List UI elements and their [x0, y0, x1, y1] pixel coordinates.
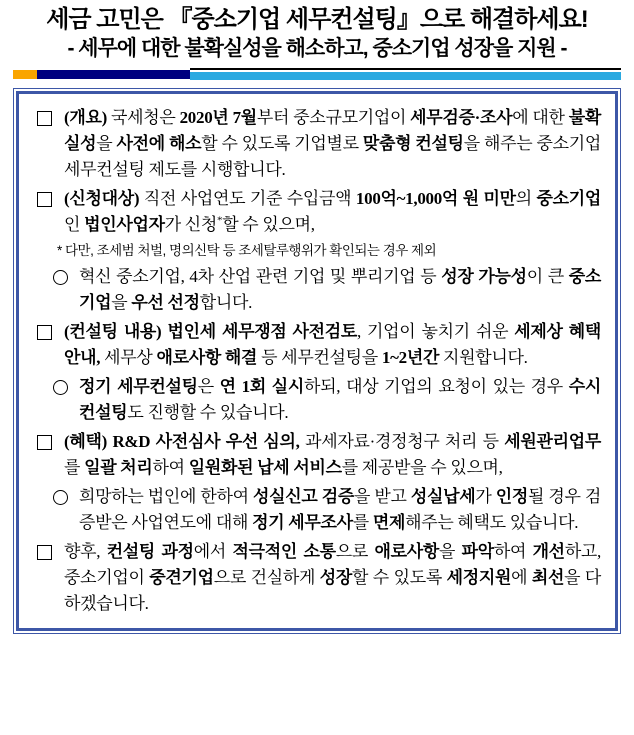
box-content [25, 105, 601, 617]
divider-topline [190, 68, 621, 70]
divider-orange-segment [13, 70, 37, 79]
paragraph [25, 539, 601, 617]
square-bullet-icon [37, 435, 52, 450]
paragraph-text: 혁신 중소기업, 4차 산업 관련 기업 및 뿌리기업 등 성장 가능성이 큰 중소기업을 우선 선정합니다. [79, 266, 601, 312]
divider-navy-segment [37, 70, 190, 79]
circle-bullet-icon [53, 380, 68, 395]
paragraph-text: 정기 세무컨설팅은 연 1회 실시하되, 대상 기업의 요청이 있는 경우 수시 컨설팅도 진행할 수 있습니다. [79, 376, 601, 422]
paragraph [25, 319, 601, 371]
content-box-inner [16, 91, 618, 631]
paragraph-text: * 다만, 조세범 처벌, 명의신탁 등 조세탈루행위가 확인되는 경우 제외 [57, 242, 437, 258]
paragraph-text: 희망하는 법인에 한하여 성실신고 검증을 받고 성실납세가 인정될 경우 검증받은 사업연도에 대해 정기 세무조사를 면제해주는 혜택도 있습니다. [79, 486, 601, 532]
circle-bullet-icon [53, 270, 68, 285]
page-title: 세금 고민은 『중소기업 세무컨설팅』으로 해결하세요! [46, 6, 588, 33]
divider-bar [13, 68, 621, 81]
paragraph [25, 105, 601, 183]
page-subtitle: - 세무에 대한 불확실성을 해소하고, 중소기업 성장을 지원 - [67, 36, 567, 60]
paragraph [25, 429, 601, 481]
paragraph [25, 374, 601, 426]
paragraph-text: (컨설팅 내용) 법인세 세무쟁점 사전검토, 기업이 놓치기 쉬운 세제상 혜택 안내, 세무상 애로사항 해결 등 세무컨설팅을 1~2년간 지원합니다. [64, 321, 601, 367]
paragraph [25, 484, 601, 536]
paragraph [25, 186, 601, 238]
circle-bullet-icon [53, 490, 68, 505]
paragraph-text: 향후, 컨설팅 과정에서 적극적인 소통으로 애로사항을 파악하여 개선하고, 중소기업이 중견기업으로 건실하게 성장할 수 있도록 세정지원에 최선을 다하겠습니다. [64, 541, 602, 613]
paragraph-text: (신청대상) 직전 사업연도 기준 수입금액 100억~1,000억 원 미만의 중소기업인 법인사업자가 신청*할 수 있으며, [64, 188, 601, 234]
content-box [13, 88, 621, 634]
square-bullet-icon [37, 192, 52, 207]
square-bullet-icon [37, 545, 52, 560]
paragraph-text: (개요) 국세청은 2020년 7월부터 중소규모기업이 세무검증·조사에 대한 불확실성을 사전에 해소할 수 있도록 기업별로 맞춤형 컨설팅을 해주는 중소기업 세무컨설팅 제도를 시행합니다. [64, 107, 602, 179]
divider-sky-segment [190, 72, 621, 80]
square-bullet-icon [37, 325, 52, 340]
paragraph [25, 264, 601, 316]
footnote-paragraph [25, 241, 601, 260]
document-header [0, 0, 634, 61]
paragraph-text: (혜택) R&D 사전심사 우선 심의, 과세자료·경정청구 처리 등 세원관리업무를 일괄 처리하여 일원화된 납세 서비스를 제공받을 수 있으며, [64, 431, 601, 477]
square-bullet-icon [37, 111, 52, 126]
